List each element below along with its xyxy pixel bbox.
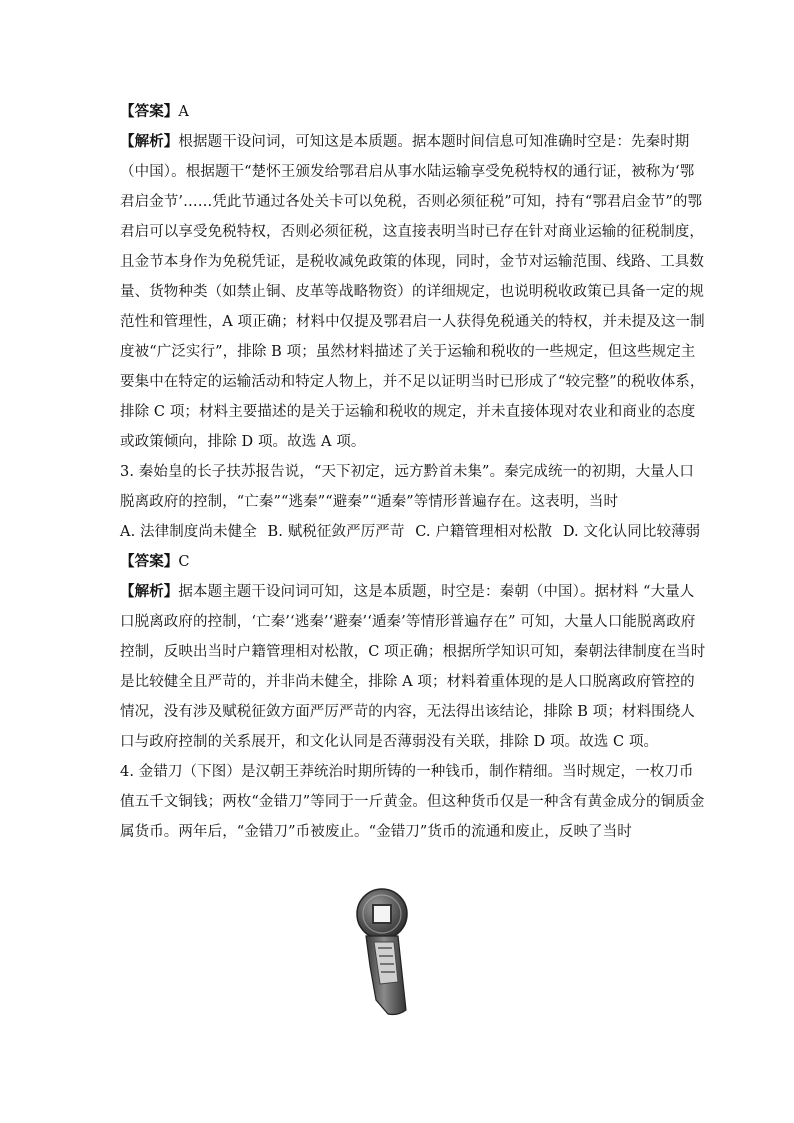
q2-analysis-line: 排除 C 项；材料主要描述的是关于运输和税收的规定，并未直接体现对农业和商业的态度 bbox=[120, 404, 696, 420]
q2-answer bbox=[120, 102, 680, 122]
option-d: D. 文化认同比较薄弱 bbox=[562, 524, 701, 540]
analysis-text: 据本题主题干设问词可知，这是本质题，时空是：秦朝（中国）。据材料 “大量人 bbox=[178, 584, 695, 600]
jincuodao-coin-image bbox=[336, 888, 432, 1016]
analysis-text: 根据题干设问词，可知这是本质题。据本题时间信息可知准确时空是：先秦时期 bbox=[178, 134, 690, 150]
q2-analysis-line: 且金节本身作为免税凭证，是税收减免政策的体现，同时，金节对运输范围、线路、工具数 bbox=[120, 254, 704, 270]
option-c: C. 户籍管理相对松散 bbox=[415, 524, 553, 540]
answer-tag: 【答案】 bbox=[120, 553, 179, 570]
q3-analysis-line: 是比较健全且严苛的，并非尚未健全，排除 A 项；材料着重体现的是人口脱离政府管控的 bbox=[120, 674, 695, 690]
q2-analysis-line: 或政策倾向，排除 D 项。故选 A 项。 bbox=[120, 434, 366, 450]
q2-analysis-line: 量、货物种类（如禁止铜、皮革等战略物资）的详细规定，也说明税收政策已具备一定的规 bbox=[120, 284, 704, 300]
option-b: B. 赋税征敛严厉严苛 bbox=[267, 524, 405, 540]
q2-analysis-line: 范性和管理性，A 项正确；材料中仅提及鄂君启一人获得免税通关的特权，并未提及这一制 bbox=[120, 314, 705, 330]
answer-tag: 【答案】 bbox=[120, 103, 179, 120]
q3-analysis-line-1 bbox=[120, 582, 695, 602]
q2-analysis-line: 君启金节’……凭此节通过各处关卡可以免税，否则必须征税”可知，持有“鄂君启金节”的鄂 bbox=[120, 194, 703, 210]
q3-options bbox=[120, 522, 701, 542]
q3-stem-line: 3. 秦始皇的长子扶苏报告说，“天下初定，远方黔首未集”。秦完成统一的初期，大量人口 bbox=[120, 464, 694, 480]
q3-analysis-line: 情况，没有涉及赋税征敛方面严厉严苛的内容，无法得出该结论，排除 B 项；材料围绕人 bbox=[120, 704, 695, 720]
q4-stem-line: 属货币。两年后，“金错刀”币被废止。“金错刀”货币的流通和废止，反映了当时 bbox=[120, 824, 632, 840]
q2-analysis-line: （中国）。根据题干“楚怀王颁发给鄂君启从事水陆运输享受免税特权的通行证，被称为‘鄂 bbox=[120, 164, 695, 180]
q2-analysis-line-1 bbox=[120, 132, 690, 152]
q3-analysis-line: 控制，反映出当时户籍管理相对松散，C 项正确；根据所学知识可知，秦朝法律制度在当时 bbox=[120, 644, 706, 660]
q4-stem-line: 4. 金错刀（下图）是汉朝王莽统治时期所铸的一种钱币，制作精细。当时规定，一枚刀币 bbox=[120, 764, 694, 780]
option-a: A. 法律制度尚未健全 bbox=[120, 524, 257, 540]
q3-stem-line: 脱离政府的控制，“亡秦”“逃秦”“避秦”“遁秦”等情形普遍存在。这表明，当时 bbox=[120, 494, 619, 510]
q3-analysis-line: 口脱离政府的控制，‘亡秦’‘逃秦’‘避秦’‘遁秦’等情形普遍存在” 可知，大量人口能脱离政府 bbox=[120, 614, 696, 630]
analysis-tag: 【解析】 bbox=[120, 133, 179, 150]
q2-analysis-line: 度被“广泛实行”，排除 B 项；虽然材料描述了关于运输和税收的一些规定，但这些规定主 bbox=[120, 344, 696, 360]
analysis-tag: 【解析】 bbox=[120, 583, 179, 600]
answer-value: C bbox=[178, 554, 190, 570]
coin-icon bbox=[336, 888, 432, 1016]
q2-analysis-line: 君启可以享受免税特权，否则必须征税，这直接表明当时已存在针对商业运输的征税制度， bbox=[120, 224, 704, 240]
q3-answer bbox=[120, 552, 680, 572]
answer-value: A bbox=[178, 104, 189, 120]
q4-stem-line: 值五千文铜钱；两枚“金错刀”等同于一斤黄金。但这种货币仅是一种含有黄金成分的铜质金 bbox=[120, 794, 705, 810]
q2-analysis-line: 要集中在特定的运输活动和特定人物上，并不足以证明当时已形成了“较完整”的税收体系， bbox=[120, 374, 705, 390]
q3-analysis-line: 口与政府控制的关系展开，和文化认同是否薄弱没有关联，排除 D 项。故选 C 项。 bbox=[120, 734, 659, 750]
